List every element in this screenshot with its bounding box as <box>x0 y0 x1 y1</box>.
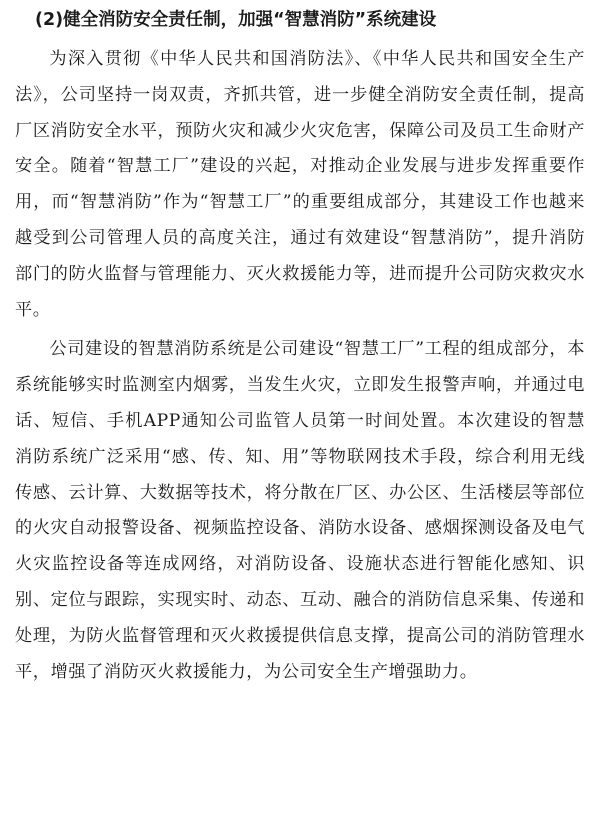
paragraph-regulations: 为深入贯彻《中华人民共和国消防法》、《中华人民共和国安全生产法》，公司坚持一岗双责，齐抓共管，进一步健全消防安全责任制，提高厂区消防安全水平，预防火灾和减少火灾危害，保障公司及员工生命财产安全。随着“智慧工厂”建设的兴起，对推动企业发展与进步发挥重要作用，而“智慧消防”作为“智慧工厂”的重要组成部分，其建设工作也越来越受到公司管理人员的高度关注，通过有效建设“智慧消防”，提升消防部门的防火监督与管理能力、灭火救援能力等，进而提升公司防灾救灾水平。 <box>15 49 585 320</box>
section-heading: (2)健全消防安全责任制，加强“智慧消防”系统建设 <box>35 10 437 30</box>
paragraph-smart-fire-system: 公司建设的智慧消防系统是公司建设“智慧工厂”工程的组成部分，本系统能够实时监测室内烟雾，当发生火灾，立即发生报警声响，并通过电话、短信、手机APP通知公司监管人员第一时间处置。本次建设的智慧消防系统广泛采用“感、传、知、用”等物联网技术手段，综合利用无线传感、云计算、大数据等技术，将分散在厂区、办公区、生活楼层等部位的火灾自动报警设备、视频监控设备、消防水设备、感烟探测设备及电气火灾监控设备等连成网络，对消防设备、设施状态进行智能化感知、识别、定位与跟踪，实现实时、动态、互动、融合的消防信息采集、传递和处理，为防火监督管理和灭火救援提供信息支撑，提高公司的消防管理水平，增强了消防灭火救援能力，为公司安全生产增强助力。 <box>15 339 585 682</box>
